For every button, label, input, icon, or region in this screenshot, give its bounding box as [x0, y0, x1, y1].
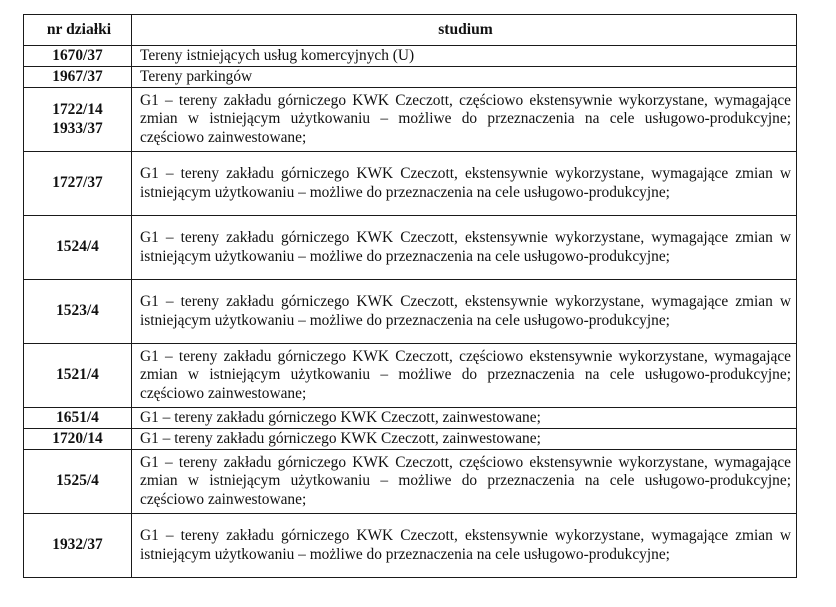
studium-cell: Tereny parkingów: [132, 67, 797, 88]
parcel-number-line: 1720/14: [52, 429, 103, 447]
parcel-number-line: 1933/37: [52, 119, 103, 137]
parcel-number: [24, 67, 132, 88]
header-studium: studium: [132, 15, 797, 46]
parcel-number: [24, 216, 132, 280]
parcel-number: [24, 152, 132, 216]
studium-cell: G1 – tereny zakładu górniczego KWK Czeczott, ekstensywnie wykorzystane, wymagające zmian w istniejącym użytkowaniu – możliwe do przeznaczenia na cele usługowo-produkcyjne;: [132, 514, 797, 578]
parcel-number-line: 1524/4: [56, 238, 99, 256]
parcel-number: [24, 450, 132, 514]
studium-cell: G1 – tereny zakładu górniczego KWK Czeczott, zainwestowane;: [132, 429, 797, 450]
table-row: [24, 67, 797, 88]
header-nr-dzialki: nr działki: [24, 15, 132, 46]
parcel-number-line: 1722/14: [52, 100, 103, 118]
studium-cell: G1 – tereny zakładu górniczego KWK Czeczott, częściowo ekstensywnie wykorzystane, wymagające zmian w istniejącym użytkowaniu – możliwe do przeznaczenia na cele usługowo-produkcyjne; częściowo zainwestowane;: [132, 344, 797, 408]
parcel-number: [24, 280, 132, 344]
parcel-number-line: 1670/37: [52, 46, 103, 64]
studium-cell: G1 – tereny zakładu górniczego KWK Czeczott, zainwestowane;: [132, 408, 797, 429]
parcel-number-line: 1651/4: [56, 408, 99, 426]
parcel-table: [23, 14, 797, 578]
table-row: [24, 280, 797, 344]
studium-cell: G1 – tereny zakładu górniczego KWK Czeczott, ekstensywnie wykorzystane, wymagające zmian w istniejącym użytkowaniu – możliwe do przeznaczenia na cele usługowo-produkcyjne;: [132, 280, 797, 344]
parcel-number: [24, 88, 132, 152]
parcel-number-line: 1727/37: [52, 174, 103, 192]
table-row: [24, 46, 797, 67]
parcel-number-line: 1523/4: [56, 302, 99, 320]
parcel-number: [24, 408, 132, 429]
parcel-number-line: 1525/4: [56, 472, 99, 490]
table-row: [24, 216, 797, 280]
parcel-number-line: 1521/4: [56, 366, 99, 384]
parcel-number: [24, 344, 132, 408]
parcel-number: [24, 514, 132, 578]
parcel-number: [24, 429, 132, 450]
table-row: [24, 88, 797, 152]
studium-cell: G1 – tereny zakładu górniczego KWK Czeczott, ekstensywnie wykorzystane, wymagające zmian w istniejącym użytkowaniu – możliwe do przeznaczenia na cele usługowo-produkcyjne;: [132, 152, 797, 216]
table-row: [24, 514, 797, 578]
parcel-number-line: 1932/37: [52, 536, 103, 554]
table-row: [24, 429, 797, 450]
table-row: [24, 408, 797, 429]
table-row: [24, 344, 797, 408]
studium-cell: Tereny istniejących usług komercyjnych (U): [132, 46, 797, 67]
parcel-number: [24, 46, 132, 67]
studium-cell: G1 – tereny zakładu górniczego KWK Czeczott, ekstensywnie wykorzystane, wymagające zmian w istniejącym użytkowaniu – możliwe do przeznaczenia na cele usługowo-produkcyjne;: [132, 216, 797, 280]
studium-cell: G1 – tereny zakładu górniczego KWK Czeczott, częściowo ekstensywnie wykorzystane, wymagające zmian w istniejącym użytkowaniu – możliwe do przeznaczenia na cele usługowo-produkcyjne; częściowo zainwestowane;: [132, 450, 797, 514]
table-header-row: [24, 15, 797, 46]
table-row: [24, 450, 797, 514]
table-row: [24, 152, 797, 216]
parcel-number-line: 1967/37: [52, 67, 103, 85]
studium-cell: G1 – tereny zakładu górniczego KWK Czeczott, częściowo ekstensywnie wykorzystane, wymagające zmian w istniejącym użytkowaniu – możliwe do przeznaczenia na cele usługowo-produkcyjne; częściowo zainwestowane;: [132, 88, 797, 152]
